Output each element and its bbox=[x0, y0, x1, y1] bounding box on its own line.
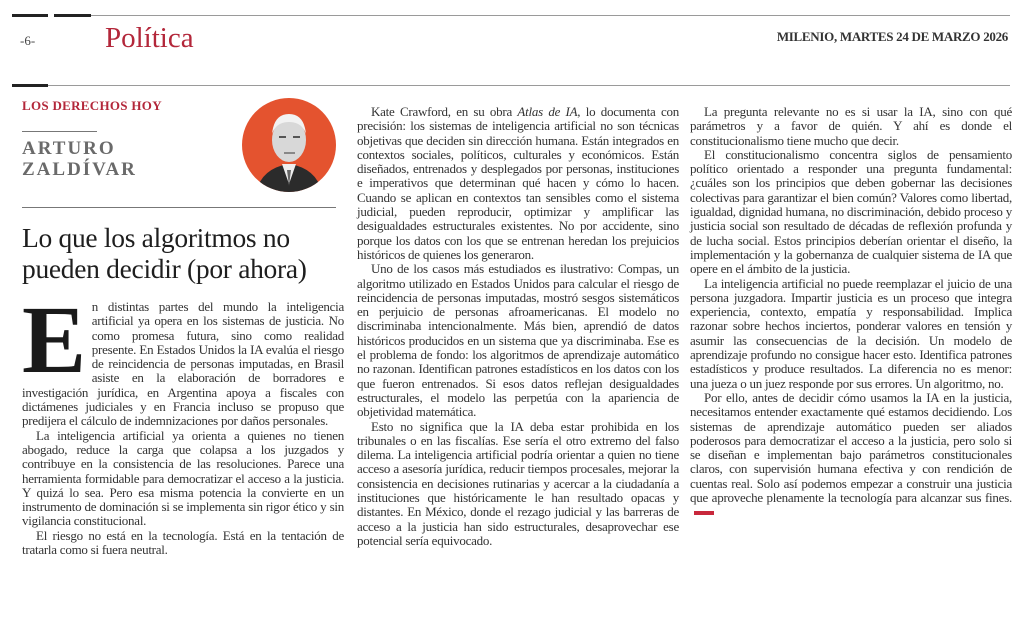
book-title: Atlas de IA bbox=[517, 104, 578, 119]
article-paragraph: El constitucionalismo concentra siglos de pensamiento político orientado a responder una pregunta fundamental: ¿cuáles son los principios que deben gobernar las decisiones colectivas para garantizar el bien común? Valores como libertad, igualdad, dignidad humana, no discriminación, debido proceso y justicia social son resultado de décadas de reflexión profunda y de lucha social. Estos principios deberían orientar el diseño, la implementación y la gobernanza de cualquier sistema de IA que opere en el ámbito de la justicia. bbox=[690, 146, 1012, 277]
article-paragraph: La pregunta relevante no es si usar la IA, sino con qué parámetros y a favor de quién. Y ahí es donde el constitucionalismo tiene mucho que decir. bbox=[690, 104, 1012, 148]
header-rule-accent bbox=[12, 84, 48, 87]
article-headline: Lo que los algoritmos no pueden decidir (por ahora) bbox=[22, 222, 307, 284]
top-rule-accent-left bbox=[12, 14, 48, 17]
page-number: -6- bbox=[20, 33, 36, 48]
author-first-name: ARTURO bbox=[22, 138, 116, 159]
headline-divider bbox=[22, 207, 336, 208]
author-last-name: ZALDÍVAR bbox=[22, 159, 137, 180]
header-rule bbox=[48, 85, 1010, 86]
author-portrait-icon bbox=[242, 98, 336, 192]
article-column-2 bbox=[357, 105, 679, 548]
top-rule bbox=[91, 15, 1010, 16]
author-photo bbox=[242, 98, 336, 192]
end-mark-icon bbox=[694, 511, 714, 515]
top-rule-accent-right bbox=[54, 14, 91, 17]
article-paragraph: Uno de los casos más estudiados es ilustrativo: Compas, un algoritmo utilizado en Estados Unidos para calcular el riesgo de reincidencia de personas imputadas, mostró sesgos sistemáticos en perjuicio de personas afroamericanas. El modelo no discriminaba intencionalmente. Más bien, aprendió de datos históricos producidos en un sistema que ya discriminaba. Ese es el problema de fondo: los algoritmos de aprendizaje automático no razonan. Identifican patrones estadísticos en los datos con los que fueron entrenados. Si esos datos reflejan desigualdades estructurales, el modelo las perpetúa con la apariencia de objetividad matemática. bbox=[357, 261, 679, 420]
article-paragraph: Kate Crawford, en su obra Atlas de IA, lo documenta con precisión: los sistemas de inteligencia artificial no son técnicas objetivas que deciden sin dirección humana. Están integrados en contextos sociales, políticos, culturales y económicos. Están diseñados, entrenados y desplegados por personas, instituciones e imperativos que determinan qué hacen y cómo lo hacen. Cuando se aplican en contextos tan sensibles como el sistema judicial, pueden reproducir, optimizar y amplificar las desigualdades estructurales existentes. No por accidente, sino porque los datos con los que se entrenan heredan los prejuicios históricos de quienes los generaron. bbox=[357, 104, 679, 262]
kicker-divider bbox=[22, 131, 97, 132]
section-title: Política bbox=[105, 22, 194, 54]
article-column-3 bbox=[690, 105, 1012, 520]
article-paragraph: Esto no significa que la IA deba estar prohibida en los tribunales o en las fiscalías. Ese sería el otro extremo del falso dilema. La inteligencia artificial podría orientar a quien no tiene acceso a asesoría jurídica, reducir tiempos procesales, mejorar la consistencia en decisiones rutinarias y acercar a la ciudadanía a instituciones que históricamente le han resultado opacas y distantes. En México, donde el rezago judicial y las barreras de acceso a la justicia han sido estructurales, desaprovechar ese potencial sería equivocado. bbox=[357, 418, 679, 548]
drop-cap: E bbox=[22, 286, 86, 393]
author-name bbox=[22, 138, 137, 180]
column-kicker: LOS DERECHOS HOY bbox=[22, 98, 162, 113]
article-paragraph: En distintas partes del mundo la inteligencia artificial ya opera en los sistemas de justicia. No como promesa futura, sino como realidad presente. En Estados Unidos la IA evalúa el riesgo de reincidencia de personas imputadas, en Brasil asiste en la elaboración de borradores e investigación jurídica, en Argentina apoya a fiscales con dictámenes judiciales y en Francia incluso se propuso que predijera el cálculo de indemnizaciones por daños personales. bbox=[22, 286, 344, 429]
dateline: MILENIO, MARTES 24 DE MARZO 2026 bbox=[776, 29, 1008, 44]
article-paragraph: La inteligencia artificial ya orienta a quienes no tienen abogado, reduce la carga que colapsa a los juzgados y contribuye en la consistencia de las resoluciones. Parece una herramienta formidable para democratizar el acceso a la justicia. Y quizá lo sea. Pero esa misma potencia la convierte en un instrumento de dominación si se implementa sin rigor ético y sin vigilancia constitucional. bbox=[22, 427, 344, 529]
article-column-1 bbox=[22, 286, 344, 558]
article-paragraph: La inteligencia artificial no puede reemplazar el juicio de una persona juzgadora. Impartir justicia es un proceso que integra experiencia, contexto, empatía y responsabilidad. Implica razonar sobre hechos inciertos, ponderar valores en tensión y asumir las consecuencias de la decisión. Un modelo de aprendizaje profundo no consigue hacer esto. Identifica patrones estadísticos y produce resultados. La diferencia no es menor: una jueza o un juez responde por sus errores. Un algoritmo, no. bbox=[690, 275, 1012, 391]
article-paragraph: El riesgo no está en la tecnología. Está en la tentación de tratarla como si fuera neutral. bbox=[22, 527, 344, 558]
article-paragraph: Por ello, antes de decidir cómo usamos la IA en la justicia, necesitamos entender exactamente qué estamos decidiendo. Los sistemas de aprendizaje automático pueden ser aliados poderosos para democratizar el acceso a la justicia, pero solo si se diseñan e implementan bajo parámetros constitucionales claros, con supervisión humana efectiva y con rendición de cuentas real. Solo así podemos empezar a construir una justicia que aproveche plenamente la tecnología para alcanzar sus fines. bbox=[690, 391, 1012, 520]
